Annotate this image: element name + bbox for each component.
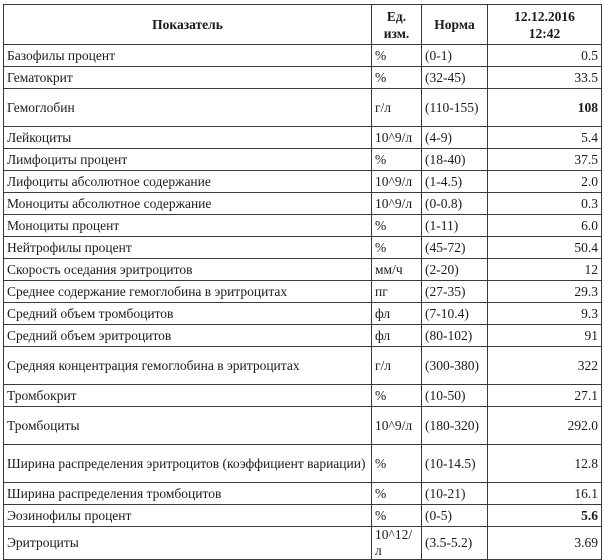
table-row (4, 193, 602, 215)
norm-cell: (0-0.8) (422, 193, 488, 215)
value-cell: 16.1 (488, 483, 602, 505)
norm-cell: (80-102) (422, 325, 488, 347)
header-unit: Ед. изм. (372, 5, 422, 45)
value-cell: 12 (488, 259, 602, 281)
indicator-cell: Моноциты процент (4, 215, 372, 237)
unit-cell: г/л (372, 347, 422, 385)
indicator-cell: Эозинофилы процент (4, 505, 372, 527)
indicator-cell: Лимфоциты процент (4, 149, 372, 171)
table-row (4, 325, 602, 347)
indicator-cell: Ширина распределения эритроцитов (коэффициент вариации) (4, 445, 372, 483)
norm-cell: (10-14.5) (422, 445, 488, 483)
table-row (4, 237, 602, 259)
unit-cell: % (372, 445, 422, 483)
value-cell: 6.0 (488, 215, 602, 237)
norm-cell: (10-21) (422, 483, 488, 505)
table-row (4, 445, 602, 483)
header-indicator: Показатель (4, 5, 372, 45)
indicator-cell: Гемоглобин (4, 89, 372, 127)
table-row (4, 505, 602, 527)
value-cell: 37.5 (488, 149, 602, 171)
value-cell: 91 (488, 325, 602, 347)
value-cell: 0.3 (488, 193, 602, 215)
value-cell: 0.5 (488, 45, 602, 67)
norm-cell: (45-72) (422, 237, 488, 259)
lab-results-table (3, 4, 602, 560)
indicator-cell: Среднее содержание гемоглобина в эритроцитах (4, 281, 372, 303)
value-cell: 33.5 (488, 67, 602, 89)
unit-cell: г/л (372, 89, 422, 127)
norm-cell: (300-380) (422, 347, 488, 385)
norm-cell: (32-45) (422, 67, 488, 89)
indicator-cell: Средний объем тромбоцитов (4, 303, 372, 325)
table-row (4, 347, 602, 385)
table-row (4, 215, 602, 237)
table-row (4, 127, 602, 149)
indicator-cell: Базофилы процент (4, 45, 372, 67)
unit-cell: 10^9/л (372, 171, 422, 193)
norm-cell: (0-5) (422, 505, 488, 527)
header-date: 12.12.2016 12:42 (488, 5, 602, 45)
norm-cell: (18-40) (422, 149, 488, 171)
norm-cell: (180-320) (422, 407, 488, 445)
table-row (4, 45, 602, 67)
value-cell: 322 (488, 347, 602, 385)
unit-cell: % (372, 215, 422, 237)
value-cell: 2.0 (488, 171, 602, 193)
table-row (4, 89, 602, 127)
norm-cell: (0-1) (422, 45, 488, 67)
value-cell: 50.4 (488, 237, 602, 259)
table-row (4, 67, 602, 89)
indicator-cell: Моноциты абсолютное содержание (4, 193, 372, 215)
value-cell: 9.3 (488, 303, 602, 325)
table-row (4, 527, 602, 560)
norm-cell: (27-35) (422, 281, 488, 303)
indicator-cell: Тромбокрит (4, 385, 372, 407)
unit-cell: мм/ч (372, 259, 422, 281)
norm-cell: (4-9) (422, 127, 488, 149)
value-cell: 5.4 (488, 127, 602, 149)
value-cell: 3.69 (488, 527, 602, 560)
indicator-cell: Средний объем эритроцитов (4, 325, 372, 347)
indicator-cell: Лейкоциты (4, 127, 372, 149)
table-row (4, 483, 602, 505)
indicator-cell: Скорость оседания эритроцитов (4, 259, 372, 281)
table-row (4, 407, 602, 445)
table-row (4, 149, 602, 171)
unit-cell: % (372, 385, 422, 407)
norm-cell: (1-4.5) (422, 171, 488, 193)
norm-cell: (7-10.4) (422, 303, 488, 325)
norm-cell: (110-155) (422, 89, 488, 127)
indicator-cell: Нейтрофилы процент (4, 237, 372, 259)
indicator-cell: Ширина распределения тромбоцитов (4, 483, 372, 505)
table-row (4, 385, 602, 407)
unit-cell: 10^9/л (372, 127, 422, 149)
unit-cell: % (372, 45, 422, 67)
table-row (4, 281, 602, 303)
indicator-cell: Лифоциты абсолютное содержание (4, 171, 372, 193)
unit-cell: 10^9/л (372, 193, 422, 215)
indicator-cell: Тромбоциты (4, 407, 372, 445)
unit-cell: % (372, 67, 422, 89)
unit-cell: % (372, 149, 422, 171)
unit-cell: % (372, 237, 422, 259)
unit-cell: % (372, 483, 422, 505)
table-row (4, 303, 602, 325)
indicator-cell: Эритроциты (4, 527, 372, 560)
table-header-row (4, 5, 602, 45)
unit-cell: % (372, 505, 422, 527)
norm-cell: (1-11) (422, 215, 488, 237)
unit-cell: фл (372, 325, 422, 347)
unit-cell: фл (372, 303, 422, 325)
unit-cell: 10^12/л (372, 527, 422, 560)
unit-cell: пг (372, 281, 422, 303)
norm-cell: (2-20) (422, 259, 488, 281)
value-cell: 5.6 (488, 505, 602, 527)
table-row (4, 171, 602, 193)
norm-cell: (3.5-5.2) (422, 527, 488, 560)
header-norm: Норма (422, 5, 488, 45)
value-cell: 29.3 (488, 281, 602, 303)
unit-cell: 10^9/л (372, 407, 422, 445)
value-cell: 27.1 (488, 385, 602, 407)
norm-cell: (10-50) (422, 385, 488, 407)
value-cell: 292.0 (488, 407, 602, 445)
table-row (4, 259, 602, 281)
indicator-cell: Средняя концентрация гемоглобина в эритроцитах (4, 347, 372, 385)
value-cell: 12.8 (488, 445, 602, 483)
indicator-cell: Гематокрит (4, 67, 372, 89)
value-cell: 108 (488, 89, 602, 127)
